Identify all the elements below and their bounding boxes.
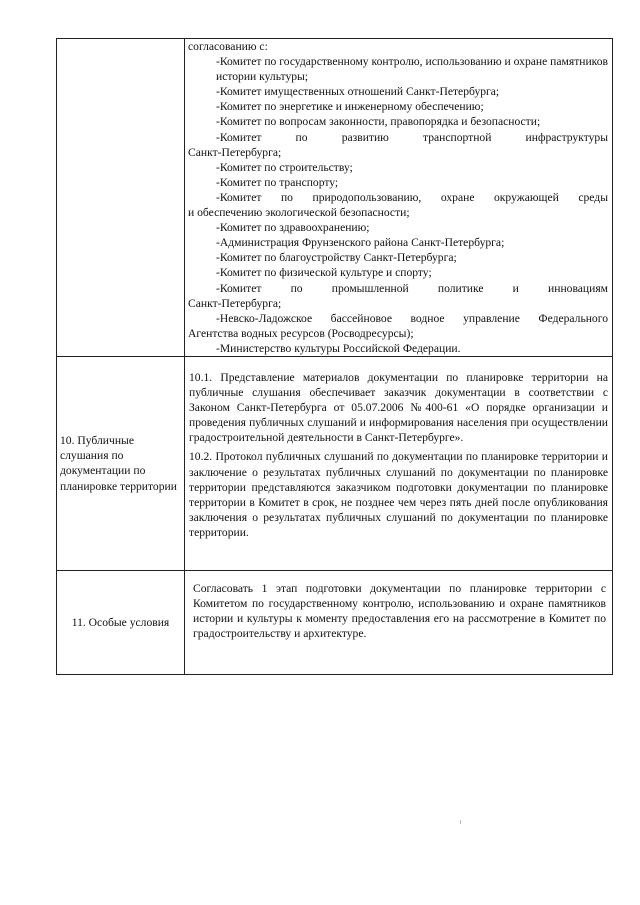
clause-10-1: 10.1. Представление материалов документации по планировке территории на публичные слушания обеспечивает заказчик документации в соответствии с Законом Санкт-Петербурга от 05.07.2006 №400-61 «О порядке организации и проведения публичных слушаний и информирования населения при осуществлении градостроительной деятельности в Санкт-Петербурге». bbox=[189, 370, 608, 445]
table-row bbox=[57, 39, 613, 357]
table-row bbox=[57, 570, 613, 674]
special-conditions-label: 11. Особые условия bbox=[71, 615, 170, 629]
row1-label-cell bbox=[57, 39, 185, 357]
scan-mark bbox=[460, 820, 461, 824]
approval-line: -Администрация Фрунзенского района Санкт-Петербурга; bbox=[216, 236, 505, 250]
approval-line: и обеспечению экологической безопасности; bbox=[188, 206, 410, 220]
terms-table bbox=[56, 38, 613, 675]
special-conditions-text: Согласовать 1 этап подготовки документации по планировке территории с Комитетом по государственному контролю, использованию и охране памятников истории и культуры к моменту предоставления его на рассмотрение в Комитет по градостроительству и архитектуре. bbox=[193, 581, 606, 641]
approval-line: -Комитет по здравоохранению; bbox=[216, 221, 370, 235]
clause-10-2: 10.2. Протокол публичных слушаний по документации по планировке территории и заключение о результатах публичных слушаний по документации по планировке территории представляются заказчиком подготовки документации по планировке территории в Комитет в срок, не позднее чем через пять дней после опубликования заключения о результатах публичных слушаний по документации по планировке территории. bbox=[189, 450, 608, 539]
approval-line: -Комитет по транспорту; bbox=[216, 175, 339, 189]
row2-content-cell bbox=[185, 356, 613, 570]
approval-line: -Комитет по строительству; bbox=[216, 160, 353, 174]
approval-line: -Комитет имущественных отношений Санкт-Петербурга; bbox=[216, 85, 500, 99]
approvals-list bbox=[185, 39, 612, 356]
approval-line: -Комитет по физической культуре и спорту; bbox=[216, 266, 432, 280]
approval-line: согласованию с: bbox=[188, 40, 268, 53]
approval-line: -Комитет по благоустройству Санкт-Петербурга; bbox=[216, 251, 457, 265]
approval-line: -Комитет по государственному контролю, использованию и охране памятников истории культуры; bbox=[216, 55, 608, 84]
approval-line: -Комитет по промышленной политике и инновациям bbox=[216, 281, 608, 295]
row2-label-cell bbox=[57, 356, 185, 570]
approval-line: -Комитет по энергетике и инженерному обеспечению; bbox=[216, 100, 484, 114]
public-hearings-label: 10. Публичные слушания по документации по планировке территории bbox=[60, 434, 177, 493]
row3-label-cell bbox=[57, 570, 185, 674]
approval-line: -Невско-Ладожское бассейновое водное управление Федерального bbox=[216, 311, 608, 325]
approval-line: -Министерство культуры Российской Федерации. bbox=[216, 341, 461, 355]
row3-content-cell bbox=[185, 570, 613, 674]
approval-line: Санкт-Петербурга; bbox=[188, 296, 282, 310]
approval-line: Агентства водных ресурсов (Росводресурсы); bbox=[188, 326, 414, 340]
table-row bbox=[57, 356, 613, 570]
approval-line: -Комитет по вопросам законности, правопорядка и безопасности; bbox=[216, 115, 541, 129]
approval-line: Санкт-Петербурга; bbox=[188, 145, 282, 159]
approval-line: -Комитет по природопользованию, охране окружающей среды bbox=[216, 190, 608, 204]
row1-content-cell bbox=[185, 39, 613, 357]
approval-line: -Комитет по развитию транспортной инфраструктуры bbox=[216, 130, 608, 144]
